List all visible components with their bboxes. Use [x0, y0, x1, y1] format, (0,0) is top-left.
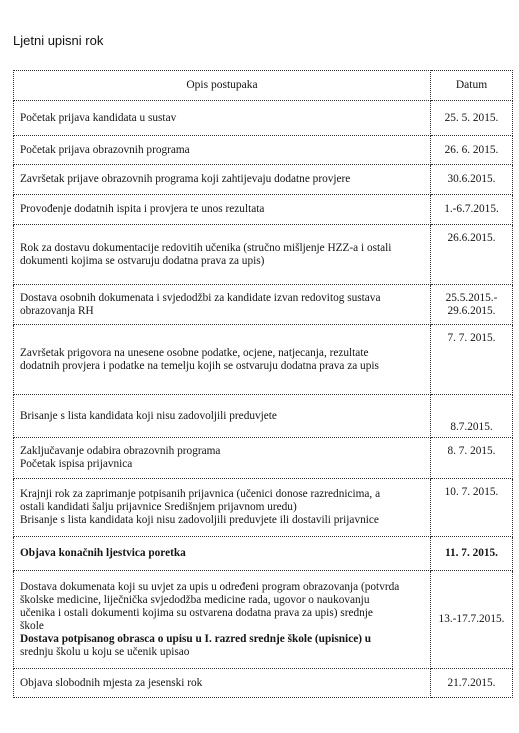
row-description	[14, 225, 431, 285]
date-line: 21.7.2015.	[447, 676, 496, 689]
description-line-bold: Dostava potpisanog obrasca o upisu u I. razred srednje škole (upisnice) u	[20, 632, 372, 645]
description-line: Dostava osobnih dokumenata i svjedodžbi za kandidate izvan redovitog sustava	[20, 291, 381, 304]
row-description	[14, 479, 431, 537]
table-row	[14, 669, 513, 698]
description-line: Krajnji rok za zaprimanje potpisanih prijavnica (učenici donose razrednicima, a	[20, 488, 381, 500]
row-date	[431, 479, 513, 537]
date-line: 29.6.2015.	[447, 304, 496, 317]
date-line: 26.6.2015.	[447, 232, 496, 244]
table-row	[14, 537, 513, 571]
table-row	[14, 136, 513, 165]
date-line: 26. 6. 2015.	[444, 143, 499, 156]
date-line: 7. 7. 2015.	[447, 332, 496, 344]
description-line: ostali kandidati šalju prijavnice Središnjem prijavnom uredu)	[20, 501, 297, 513]
date-line: 25.5.2015.-	[445, 291, 498, 304]
row-date	[431, 136, 513, 165]
row-date	[431, 325, 513, 395]
row-description	[14, 101, 431, 136]
row-date	[431, 537, 513, 571]
row-description	[14, 195, 431, 225]
page-heading: Ljetni upisni rok	[13, 33, 104, 48]
row-date	[431, 285, 513, 325]
description-line: dodatnih provjera i podatke na temelju kojih se ostvaruju dodatna prava za upis	[20, 359, 379, 372]
description-line: Brisanje s lista kandidata koji nisu zadovoljili preduvjete	[20, 409, 277, 422]
date-line: 8. 7. 2015.	[447, 445, 496, 457]
description-line: Završetak prijave obrazovnih programa koji zahtijevaju dodatne provjere	[20, 173, 351, 185]
row-date	[431, 195, 513, 225]
row-description	[14, 438, 431, 479]
date-line: 25. 5. 2015.	[444, 111, 499, 124]
table-row	[14, 101, 513, 136]
table-row	[14, 479, 513, 537]
table-row	[14, 195, 513, 225]
row-description	[14, 165, 431, 195]
row-date	[431, 165, 513, 195]
row-description	[14, 325, 431, 395]
row-date	[431, 438, 513, 479]
table-row	[14, 285, 513, 325]
description-line: Završetak prigovora na unesene osobne podatke, ocjene, natjecanja, rezultate	[20, 346, 369, 359]
date-line: 11. 7. 2015.	[444, 547, 499, 559]
row-date	[431, 101, 513, 136]
row-description	[14, 537, 431, 571]
description-line: obrazovanja RH	[20, 304, 94, 317]
description-line: Dostava dokumenata koji su uvjet za upis u određeni program obrazovanja (potvrda	[20, 580, 400, 593]
description-line: Početak prijava obrazovnih programa	[20, 143, 190, 156]
description-line: dokumenti kojima se ostvaruju dodatna prava za upis)	[20, 254, 265, 267]
date-line: 30.6.2015.	[447, 173, 496, 185]
table-row	[14, 438, 513, 479]
date-line: 13.-17.7.2015.	[438, 613, 505, 625]
description-line: Objava slobodnih mjesta za jesenski rok	[20, 676, 203, 689]
description-line: Objava konačnih ljestvica poretka	[20, 547, 186, 559]
table-row	[14, 395, 513, 438]
description-line: učenika i ostali dokumenti kojima su ostvarena dodatna prava za upis) srednje	[20, 606, 373, 619]
table-header-row	[14, 71, 513, 101]
description-line: Početak prijava kandidata u sustav	[20, 111, 177, 124]
description-line: školske medicine, liječnička svjedodžba medicine rada, ugovor o naukovanju	[20, 593, 370, 606]
row-date	[431, 669, 513, 698]
row-description	[14, 285, 431, 325]
description-line: Zaključavanje odabira obrazovnih programa	[20, 445, 221, 457]
date-line: 8.7.2015.	[450, 421, 493, 433]
description-line: Rok za dostavu dokumentacije redovitih učenika (stručno mišljenje HZZ-a i ostali	[20, 241, 392, 254]
table-row	[14, 325, 513, 395]
header-date: Datum	[431, 71, 513, 101]
description-line: srednju školu u koju se učenik upisao	[20, 645, 190, 658]
description-line: Brisanje s lista kandidata koji nisu zadovoljili preduvjete ili dostavili prijavnice	[20, 514, 379, 526]
row-description	[14, 571, 431, 669]
header-description: Opis postupaka	[14, 71, 431, 101]
schedule-table	[13, 70, 513, 698]
date-line: 10. 7. 2015.	[444, 486, 499, 498]
table-row	[14, 571, 513, 669]
row-date	[431, 225, 513, 285]
row-description	[14, 136, 431, 165]
description-line: škole	[20, 619, 44, 632]
row-date	[431, 395, 513, 438]
description-line: Provođenje dodatnih ispita i provjera te unos rezultata	[20, 203, 265, 215]
row-description	[14, 669, 431, 698]
date-line: 1.-6.7.2015.	[444, 203, 499, 215]
table-row	[14, 165, 513, 195]
row-date	[431, 571, 513, 669]
description-line: Početak ispisa prijavnica	[20, 458, 133, 470]
row-description	[14, 395, 431, 438]
table-row	[14, 225, 513, 285]
